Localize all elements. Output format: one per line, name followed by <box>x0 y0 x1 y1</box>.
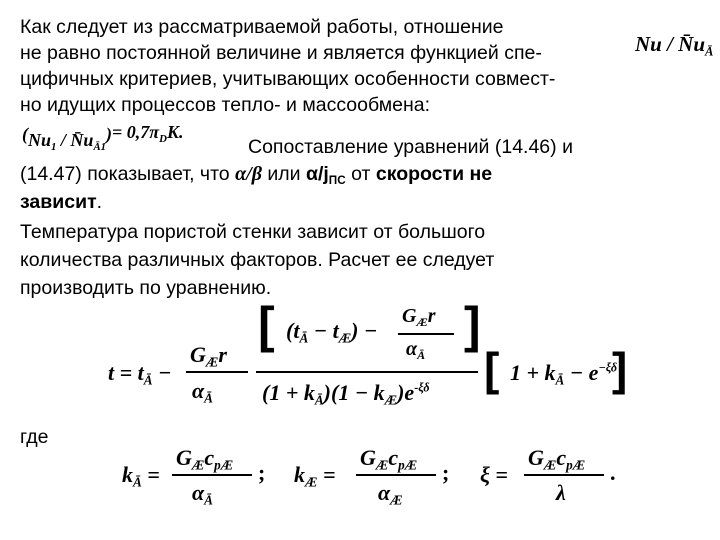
text-bold-depends: зависит <box>20 191 97 213</box>
text-bold-speed: скорости не <box>375 163 493 185</box>
text-line-9: количества различных факторов. Расчет ее следует <box>20 249 495 271</box>
formula-alpha-j: $\alpha/j_{ПС}$ <box>305 163 346 188</box>
formula-alpha-beta: α/β <box>235 163 262 185</box>
text-line-4: но идущих процессов тепло- и массообмена: <box>20 94 431 116</box>
formula-nu-correlation: ($Nu_1$ / $N̄u_{Ā1})= 0,7\pi_DK$. <box>22 122 184 153</box>
text-line-7 <box>20 190 102 214</box>
text-line-10: производить по уравнению. <box>20 277 272 299</box>
text-line-6 <box>20 162 492 193</box>
text-where: где <box>20 426 49 448</box>
text-line-6-start: (14.47) показывает, что <box>20 163 230 185</box>
text-from: от <box>351 163 371 185</box>
text-line-3: цифичных критериев, учитывающих особенности совмест- <box>20 68 556 90</box>
text-line-5: Сопоставление уравнений (14.46) и <box>248 136 573 158</box>
text-or: или <box>267 163 301 185</box>
text-line-2: не равно постоянной величине и является функцией спе- <box>20 42 542 64</box>
text-period: . <box>96 191 103 213</box>
text-line-8: Температура пористой стенки зависит от большого <box>20 221 486 243</box>
text-line-1: Как следует из рассматриваемой работы, отношение <box>20 16 504 38</box>
formula-nu-ratio: Nu / $N̄u_Ā$ <box>635 32 714 59</box>
